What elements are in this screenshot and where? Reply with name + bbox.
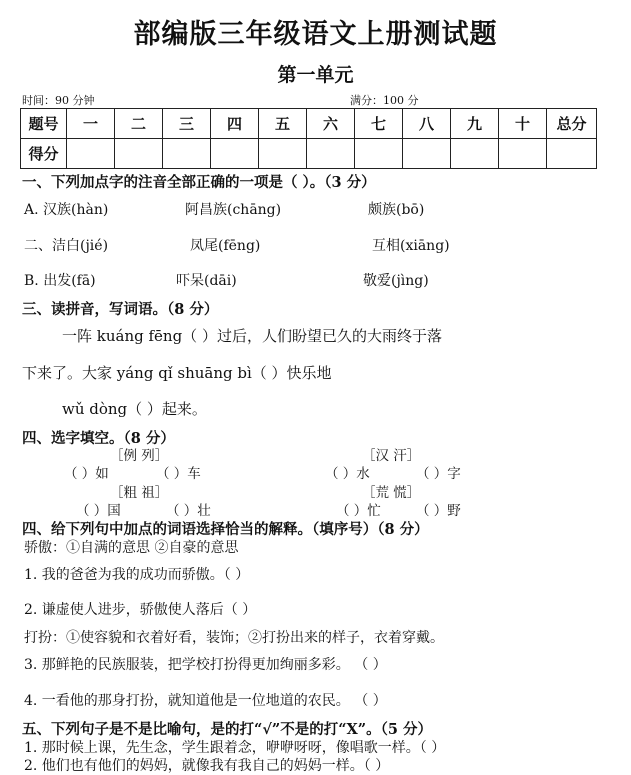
score-input-cell[interactable] [547,139,597,169]
score-input-cell[interactable] [163,139,211,169]
score-table [20,108,597,169]
option-b-item3: 互相(xiāng) [372,238,450,254]
score-table-cell: 得分 [21,139,67,169]
score-input-cell[interactable] [451,139,499,169]
exam-time: 时间：90 分钟 [22,94,95,107]
score-input-cell[interactable] [307,139,355,169]
question-item: 3. 那鲜艳的民族服装，把学校打扮得更加绚丽多彩。 （ ） [24,657,387,673]
char-group-label: ［例 列］ [110,448,169,464]
question-item: 2. 他们也有他们的妈妈，就像我有我自己的妈妈一样。（ ） [24,758,390,774]
score-table-cell: 九 [451,109,499,139]
option-c-item1: B. 出发(fā) [24,273,96,289]
fill-blank[interactable]: （ ）壮 [166,503,211,519]
option-a-item1: A. 汉族(hàn) [24,202,109,218]
option-c-item2: 吓呆(dāi) [176,273,237,289]
score-table-cell: 十 [499,109,547,139]
fill-blank[interactable]: （ ）车 [156,466,201,482]
section5-heading: 五、下列句子是不是比喻句，是的打“√”不是的打“X”。（5 分） [22,721,433,738]
fill-blank[interactable]: （ ）如 [64,466,109,482]
full-score: 满分：100 分 [350,94,419,107]
score-table-cell: 四 [211,109,259,139]
fill-blank[interactable]: （ ）国 [76,503,121,519]
option-a-item3: 颇族(bō) [368,202,425,218]
score-input-cell[interactable] [355,139,403,169]
page-subtitle: 第一单元 [277,64,354,86]
score-input-cell[interactable] [115,139,163,169]
score-table-cell: 三 [163,109,211,139]
option-b-item1: 二、洁白(jié) [24,238,109,254]
score-table-cell: 七 [355,109,403,139]
page-title: 部编版三年级语文上册测试题 [133,19,498,50]
definition-daban: 打扮：①使容貌和衣着好看，装饰；②打扮出来的样子，衣着穿戴。 [24,630,444,646]
score-table-score-row [21,139,597,169]
score-table-cell: 六 [307,109,355,139]
fill-blank[interactable]: （ ）忙 [336,503,381,519]
pinyin-line3: wǔ dòng（ ）起来。 [62,400,207,418]
score-table-cell: 二 [115,109,163,139]
question-item: 4. 一看他的那身打扮，就知道他是一位地道的农民。 （ ） [24,693,387,709]
score-table-cell: 题号 [21,109,67,139]
score-table-cell: 一 [67,109,115,139]
fill-blank[interactable]: （ ）水 [325,466,370,482]
question-item: 1. 那时候上课，先生念，学生跟着念，咿咿呀呀，像唱歌一样。（ ） [24,740,446,756]
question-item: 2. 谦虚使人进步，骄傲使人落后（ ） [24,602,257,618]
score-input-cell[interactable] [211,139,259,169]
section1-heading: 一、下列加点字的注音全部正确的一项是（ ）。（3 分） [22,174,376,191]
score-input-cell[interactable] [403,139,451,169]
section3-heading: 四、选字填空。（8 分） [22,430,175,447]
fill-blank[interactable]: （ ）字 [416,466,461,482]
option-b-item2: 凤尾(fēng) [190,238,261,254]
score-table-cell: 五 [259,109,307,139]
score-table-cell: 总分 [547,109,597,139]
score-table-header-row [21,109,597,139]
pinyin-line2: 下来了。大家 yáng qǐ shuāng bì（ ）快乐地 [22,364,332,382]
option-c-item3: 敬爱(jìng) [363,273,429,289]
char-group-label: ［汉 汗］ [362,448,421,464]
score-input-cell[interactable] [67,139,115,169]
pinyin-line1: 一阵 kuáng fēng（ ）过后，人们盼望已久的大雨终于落 [62,327,442,345]
section2-heading: 三、读拼音，写词语。（8 分） [22,301,219,318]
score-input-cell[interactable] [259,139,307,169]
definition-jiaoao: 骄傲：①自满的意思 ②自豪的意思 [24,540,239,556]
score-table-cell: 八 [403,109,451,139]
score-input-cell[interactable] [499,139,547,169]
char-group-label: ［荒 慌］ [362,485,421,501]
fill-blank[interactable]: （ ）野 [416,503,461,519]
char-group-label: ［粗 祖］ [110,485,169,501]
option-a-item2: 阿昌族(chāng) [185,202,282,218]
question-item: 1. 我的爸爸为我的成功而骄傲。（ ） [24,567,250,583]
section4-heading: 四、给下列句中加点的词语选择恰当的解释。（填序号）（8 分） [22,521,429,538]
